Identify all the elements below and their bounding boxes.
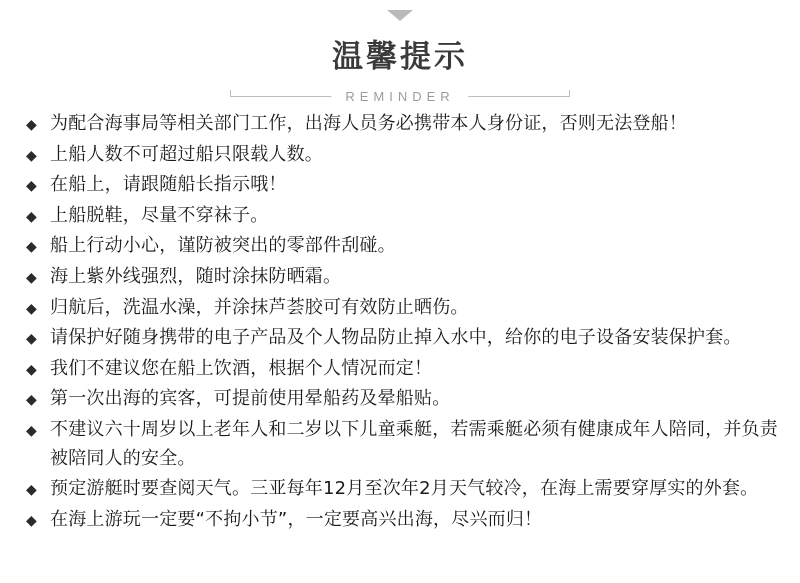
list-item: [24, 385, 784, 414]
divider-left-cap: [230, 90, 231, 97]
list-item-text: 船上行动小心，谨防被突出的零部件刮碰。: [50, 235, 396, 257]
list-item: [24, 506, 784, 535]
reminder-list: [24, 110, 784, 536]
diamond-bullet-icon: ◆: [26, 360, 37, 377]
list-item-text: 为配合海事局等相关部门工作，出海人员务必携带本人身份证，否则无法登船！: [50, 113, 687, 134]
list-item: [24, 202, 784, 231]
list-item-text: 海上紫外线强烈，随时涂抹防晒霜。: [50, 265, 342, 287]
list-item-text: 归航后，洗温水澡，并涂抹芦荟胶可有效防止晒伤。: [50, 296, 469, 318]
diamond-bullet-icon: ◆: [26, 421, 37, 438]
diamond-bullet-icon: ◆: [26, 207, 37, 224]
list-item: [24, 171, 784, 200]
list-item: [24, 263, 784, 292]
list-item-text: 上船脱鞋，尽量不穿袜子。: [50, 204, 269, 226]
page-subtitle: REMINDER: [331, 82, 468, 111]
list-item-text: 上船人数不可超过船只限载人数。: [50, 143, 323, 165]
diamond-bullet-icon: ◆: [26, 391, 37, 408]
diamond-bullet-icon: ◆: [26, 511, 37, 528]
diamond-bullet-icon: ◆: [26, 268, 37, 285]
header-divider: [230, 82, 570, 112]
list-item-text: 请保护好随身携带的电子产品及个人物品防止掉入水中，给你的电子设备安装保护套。: [50, 327, 742, 349]
list-item: [24, 141, 784, 170]
divider-right-cap: [569, 90, 570, 97]
diamond-bullet-icon: ◆: [26, 238, 37, 255]
list-item: [24, 355, 784, 384]
diamond-bullet-icon: ◆: [26, 481, 37, 498]
list-item-text: 第一次出海的宾客，可提前使用晕船药及晕船贴。: [50, 388, 451, 410]
triangle-down-icon: [387, 10, 413, 21]
list-item: [24, 110, 784, 139]
page-header: [0, 38, 800, 112]
diamond-bullet-icon: ◆: [26, 299, 37, 316]
list-item-text: 我们不建议您在船上饮酒，根据个人情况而定！: [50, 357, 433, 379]
list-item: [24, 232, 784, 261]
list-item: [24, 475, 784, 504]
diamond-bullet-icon: ◆: [26, 177, 37, 194]
list-item-text: 预定游艇时要查阅天气。三亚每年12月至次年2月天气较冷，在海上需要穿厚实的外套。: [50, 478, 759, 500]
list-item: [24, 324, 784, 353]
page-title: 温馨提示: [332, 39, 468, 75]
diamond-bullet-icon: ◆: [26, 116, 37, 132]
list-item: [24, 294, 784, 323]
diamond-bullet-icon: ◆: [26, 330, 37, 347]
list-item-text: 在船上，请跟随船长指示哦！: [50, 174, 287, 196]
diamond-bullet-icon: ◆: [26, 146, 37, 163]
list-item-text: 在海上游玩一定要“不拘小节”，一定要高兴出海，尽兴而归！: [50, 508, 543, 530]
list-item: [24, 416, 784, 473]
list-item-text: 不建议六十周岁以上老年人和二岁以下儿童乘艇，若需乘艇必须有健康成年人陪同，并负责被陪同人的安全。: [50, 418, 778, 469]
